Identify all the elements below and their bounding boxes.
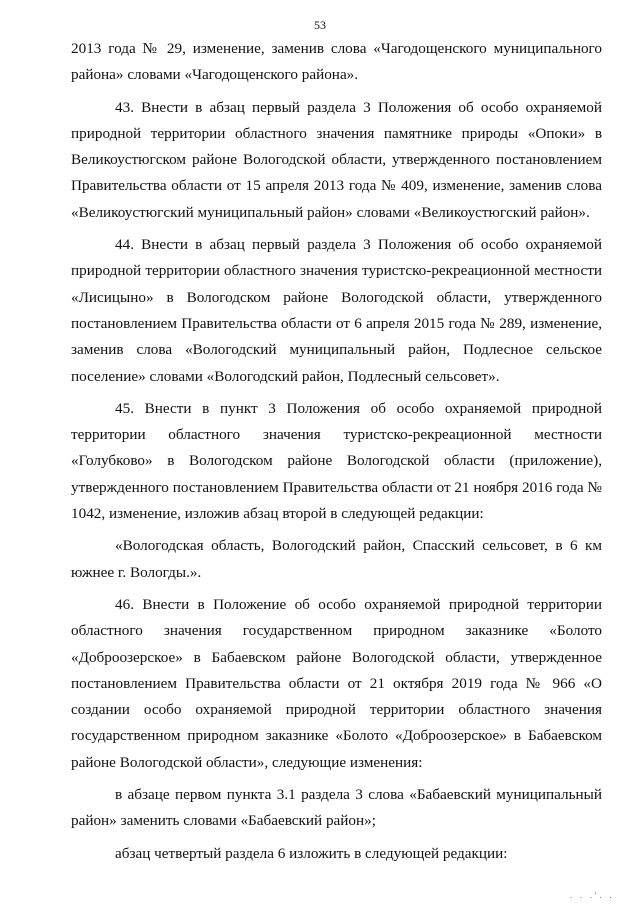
document-body bbox=[71, 36, 602, 873]
paragraph-item-46: 46. Внести в Положение об особо охраняемой природной территории областного значения государственном природном заказнике «Болото «Доброозерское» в Бабаевском районе Вологодской области, утвержденное постановлением Правительства области от 21 октября 2019 года № 966 «О создании особо охраняемой природной территории областного значения государственном природном заказнике «Болото «Доброозерское» в Бабаевском районе Вологодской области», следующие изменения: bbox=[71, 595, 602, 771]
paragraph-continuation: 2013 года № 29, изменение, заменив слова «Чагодощенского муниципального района» словами «Чагодощенского района». bbox=[71, 40, 602, 84]
paragraph-item-45-quote: «Вологодская область, Вологодский район, Спасский сельсовет, в 6 км южнее г. Вологды.». bbox=[71, 537, 602, 581]
paragraph-item-43: 43. Внести в абзац первый раздела 3 Положения об особо охраняемой природной территории областного значения памятнике природы «Опоки» в Великоустюгском районе Вологодской области, утвержденного постановлением Правительства области от 15 апреля 2013 года № 409, изменение, заменив слова «Великоустюгский муниципальный район» словами «Великоустюгский район». bbox=[71, 98, 602, 221]
paragraph-item-44: 44. Внести в абзац первый раздела 3 Положения об особо охраняемой природной территории областного значения туристско-рекреационной местности «Лисицыно» в Вологодском районе Вологодской области, утвержденного постановлением Правительства области от 6 апреля 2015 года № 289, изменение, заменив слова «Вологодский муниципальный район, Подлесное сельское поселение» словами «Вологодский район, Подлесный сельсовет». bbox=[71, 236, 602, 385]
page-number: 53 bbox=[314, 18, 326, 32]
paragraph-item-46-change-1: в абзаце первом пункта 3.1 раздела 3 слова «Бабаевский муниципальный район» заменить словами «Бабаевский район»; bbox=[71, 786, 602, 830]
scan-artifact-marks: . . .'. . bbox=[570, 891, 615, 900]
paragraph-item-45: 45. Внести в пункт 3 Положения об особо охраняемой природной территории областного значения туристско-рекреационной местности «Голубково» в Вологодском районе Вологодской области (приложение), утвержденного постановлением Правительства области от 21 ноября 2016 года № 1042, изменение, изложив абзац второй в следующей редакции: bbox=[71, 399, 602, 523]
paragraph-item-46-change-2: абзац четвертый раздела 6 изложить в следующей редакции: bbox=[115, 844, 508, 862]
